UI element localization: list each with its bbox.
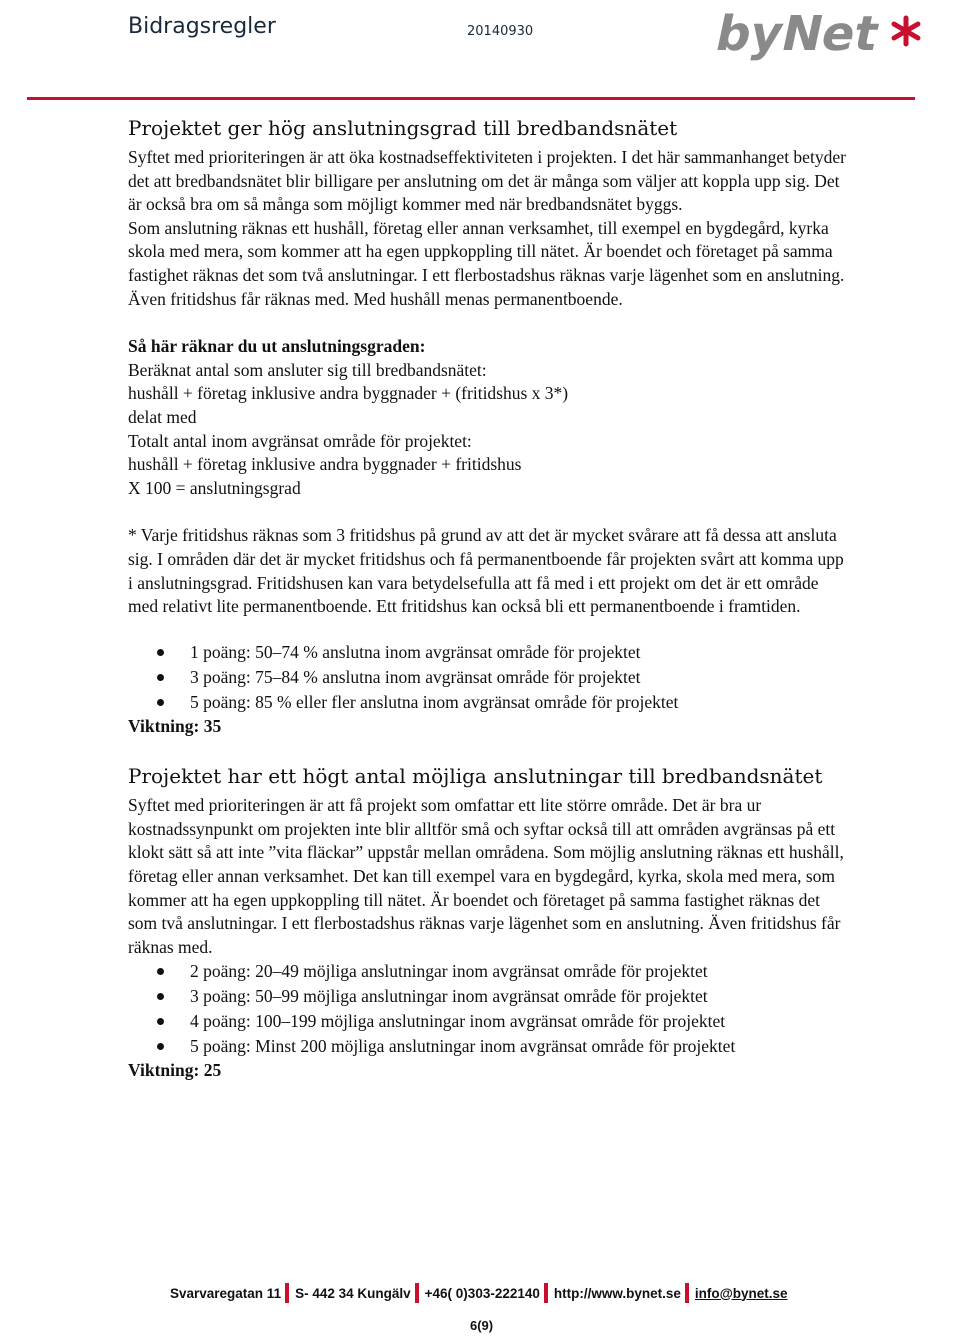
footer-web-link[interactable]: http://www.bynet.se	[553, 1285, 681, 1301]
calc-line-6: X 100 = anslutningsgrad	[128, 477, 301, 498]
list-item-text: 2 poäng: 20–49 möjliga anslutningar inom avgränsat område för projektet	[190, 961, 708, 982]
list-item	[128, 690, 848, 715]
list-item	[128, 640, 848, 665]
list-item	[128, 1009, 848, 1034]
list-item	[128, 984, 848, 1009]
logo-asterisk-icon	[894, 18, 918, 44]
bullet-icon	[157, 968, 164, 975]
calc-line-5: hushåll + företag inklusive andra byggnader + fritidshus	[128, 454, 522, 475]
footnote: * Varje fritidshus räknas som 3 fritidshus på grund av att det är mycket svårare att få dessa att ansluta sig. I områden där det är mycket fritidshus och få permanentboende får projekten svårt att komma upp i anslutningsgrad. Fritidshusen kan vara betydelsefulla att få med i ett projekt om det är ett område med relativt lite permanentboende. Ett fritidshus kan också bli ett permanentboende i framtiden.	[128, 525, 844, 617]
header-title: Bidragsregler	[128, 14, 276, 39]
section1-weight: Viktning: 35	[128, 715, 222, 736]
section2-heading: Projektet har ett högt antal möjliga anslutningar till bredbandsnätet	[128, 764, 823, 789]
footer-separator	[415, 1283, 419, 1303]
calc-line-4: Totalt antal inom avgränsat område för projektet:	[128, 430, 472, 451]
calc-heading: Så här räknar du ut anslutningsgraden:	[128, 336, 426, 357]
section2-weight: Viktning: 25	[128, 1060, 222, 1081]
footer-phone: +46( 0)303-222140	[424, 1285, 540, 1301]
calc-line-1: Beräknat antal som ansluter sig till bredbandsnätet:	[128, 359, 487, 380]
footer-separator	[544, 1283, 548, 1303]
footer-postal: S- 442 34 Kungälv	[295, 1285, 411, 1301]
bullet-icon	[157, 674, 164, 681]
bullet-icon	[157, 1043, 164, 1050]
list-item	[128, 665, 848, 690]
section1-heading: Projektet ger hög anslutningsgrad till bredbandsnätet	[128, 116, 678, 140]
bynet-logo	[710, 0, 925, 70]
bullet-icon	[157, 699, 164, 706]
footer-email-link[interactable]: info@bynet.se	[694, 1285, 788, 1301]
list-item-text: 5 poäng: 85 % eller fler anslutna inom avgränsat område för projektet	[190, 691, 679, 712]
footer-address: Svarvaregatan 11	[170, 1285, 282, 1301]
section1-para2: Som anslutning räknas ett hushåll, företag eller annan verksamhet, till exempel en bygdegård, kyrka skola med mera, som kommer att ha egen uppkoppling till nätet. Är boendet och företaget på samma fastighet räknas det som två anslutningar. I ett flerbostadshus räknas varje lägenhet som en anslutning. Även fritidshus får räknas med. Med hushåll menas permanentboende.	[128, 217, 845, 309]
calc-line-3: delat med	[128, 406, 197, 427]
header-date: 20140930	[467, 24, 534, 39]
section2-para: Syftet med prioriteringen är att få projekt som omfattar ett lite större område. Det är bra ur kostnadssynpunkt om projekten inte blir alltför små och syftar också till att områden avgränsas på ett klokt sätt så att inte ”vita fläckar” uppstår mellan områdena. Som möjlig anslutning räknas ett hushåll, företag eller annan verksamhet. Det kan till exempel vara en bygdegård, kyrka, skola med mera, som kommer att ha egen uppkoppling till nätet. Är boendet och företaget på samma fastighet räknas det som två anslutningar. I ett flerbostadshus räknas varje lägenhet som en anslutning. Även fritidshus får räknas med.	[128, 795, 844, 957]
list-item	[128, 1034, 848, 1059]
document-body	[128, 114, 848, 1083]
calc-line-2: hushåll + företag inklusive andra byggnader + (fritidshus x 3*)	[128, 383, 569, 404]
list-item-text: 3 poäng: 75–84 % anslutna inom avgränsat område för projektet	[190, 666, 641, 687]
bullet-icon	[157, 993, 164, 1000]
footer-separator	[285, 1283, 289, 1303]
list-item-text: 4 poäng: 100–199 möjliga anslutningar inom avgränsat område för projektet	[190, 1011, 726, 1032]
section2-score-list	[128, 959, 848, 1059]
bullet-icon	[157, 1018, 164, 1025]
list-item-text: 5 poäng: Minst 200 möjliga anslutningar inom avgränsat område för projektet	[190, 1036, 736, 1057]
logo-wordmark: byNet	[710, 6, 884, 62]
bullet-icon	[157, 649, 164, 656]
header-rule	[27, 97, 915, 100]
list-item-text: 1 poäng: 50–74 % anslutna inom avgränsat område för projektet	[190, 641, 641, 662]
section1-para1: Syftet med prioriteringen är att öka kostnadseffektiviteten i projekten. I det här sammanhanget betyder det att bredbandsnätet blir billigare per anslutning om det är många som väljer att koppla upp sig. Det är också bra om så många som möjligt kommer med när bredbandsnätet byggs.	[128, 147, 846, 215]
footer	[170, 1283, 788, 1303]
page-number: 6(9)	[470, 1318, 494, 1333]
list-item	[128, 959, 848, 984]
list-item-text: 3 poäng: 50–99 möjliga anslutningar inom avgränsat område för projektet	[190, 986, 708, 1007]
footer-separator	[685, 1283, 689, 1303]
section1-score-list	[128, 640, 848, 715]
